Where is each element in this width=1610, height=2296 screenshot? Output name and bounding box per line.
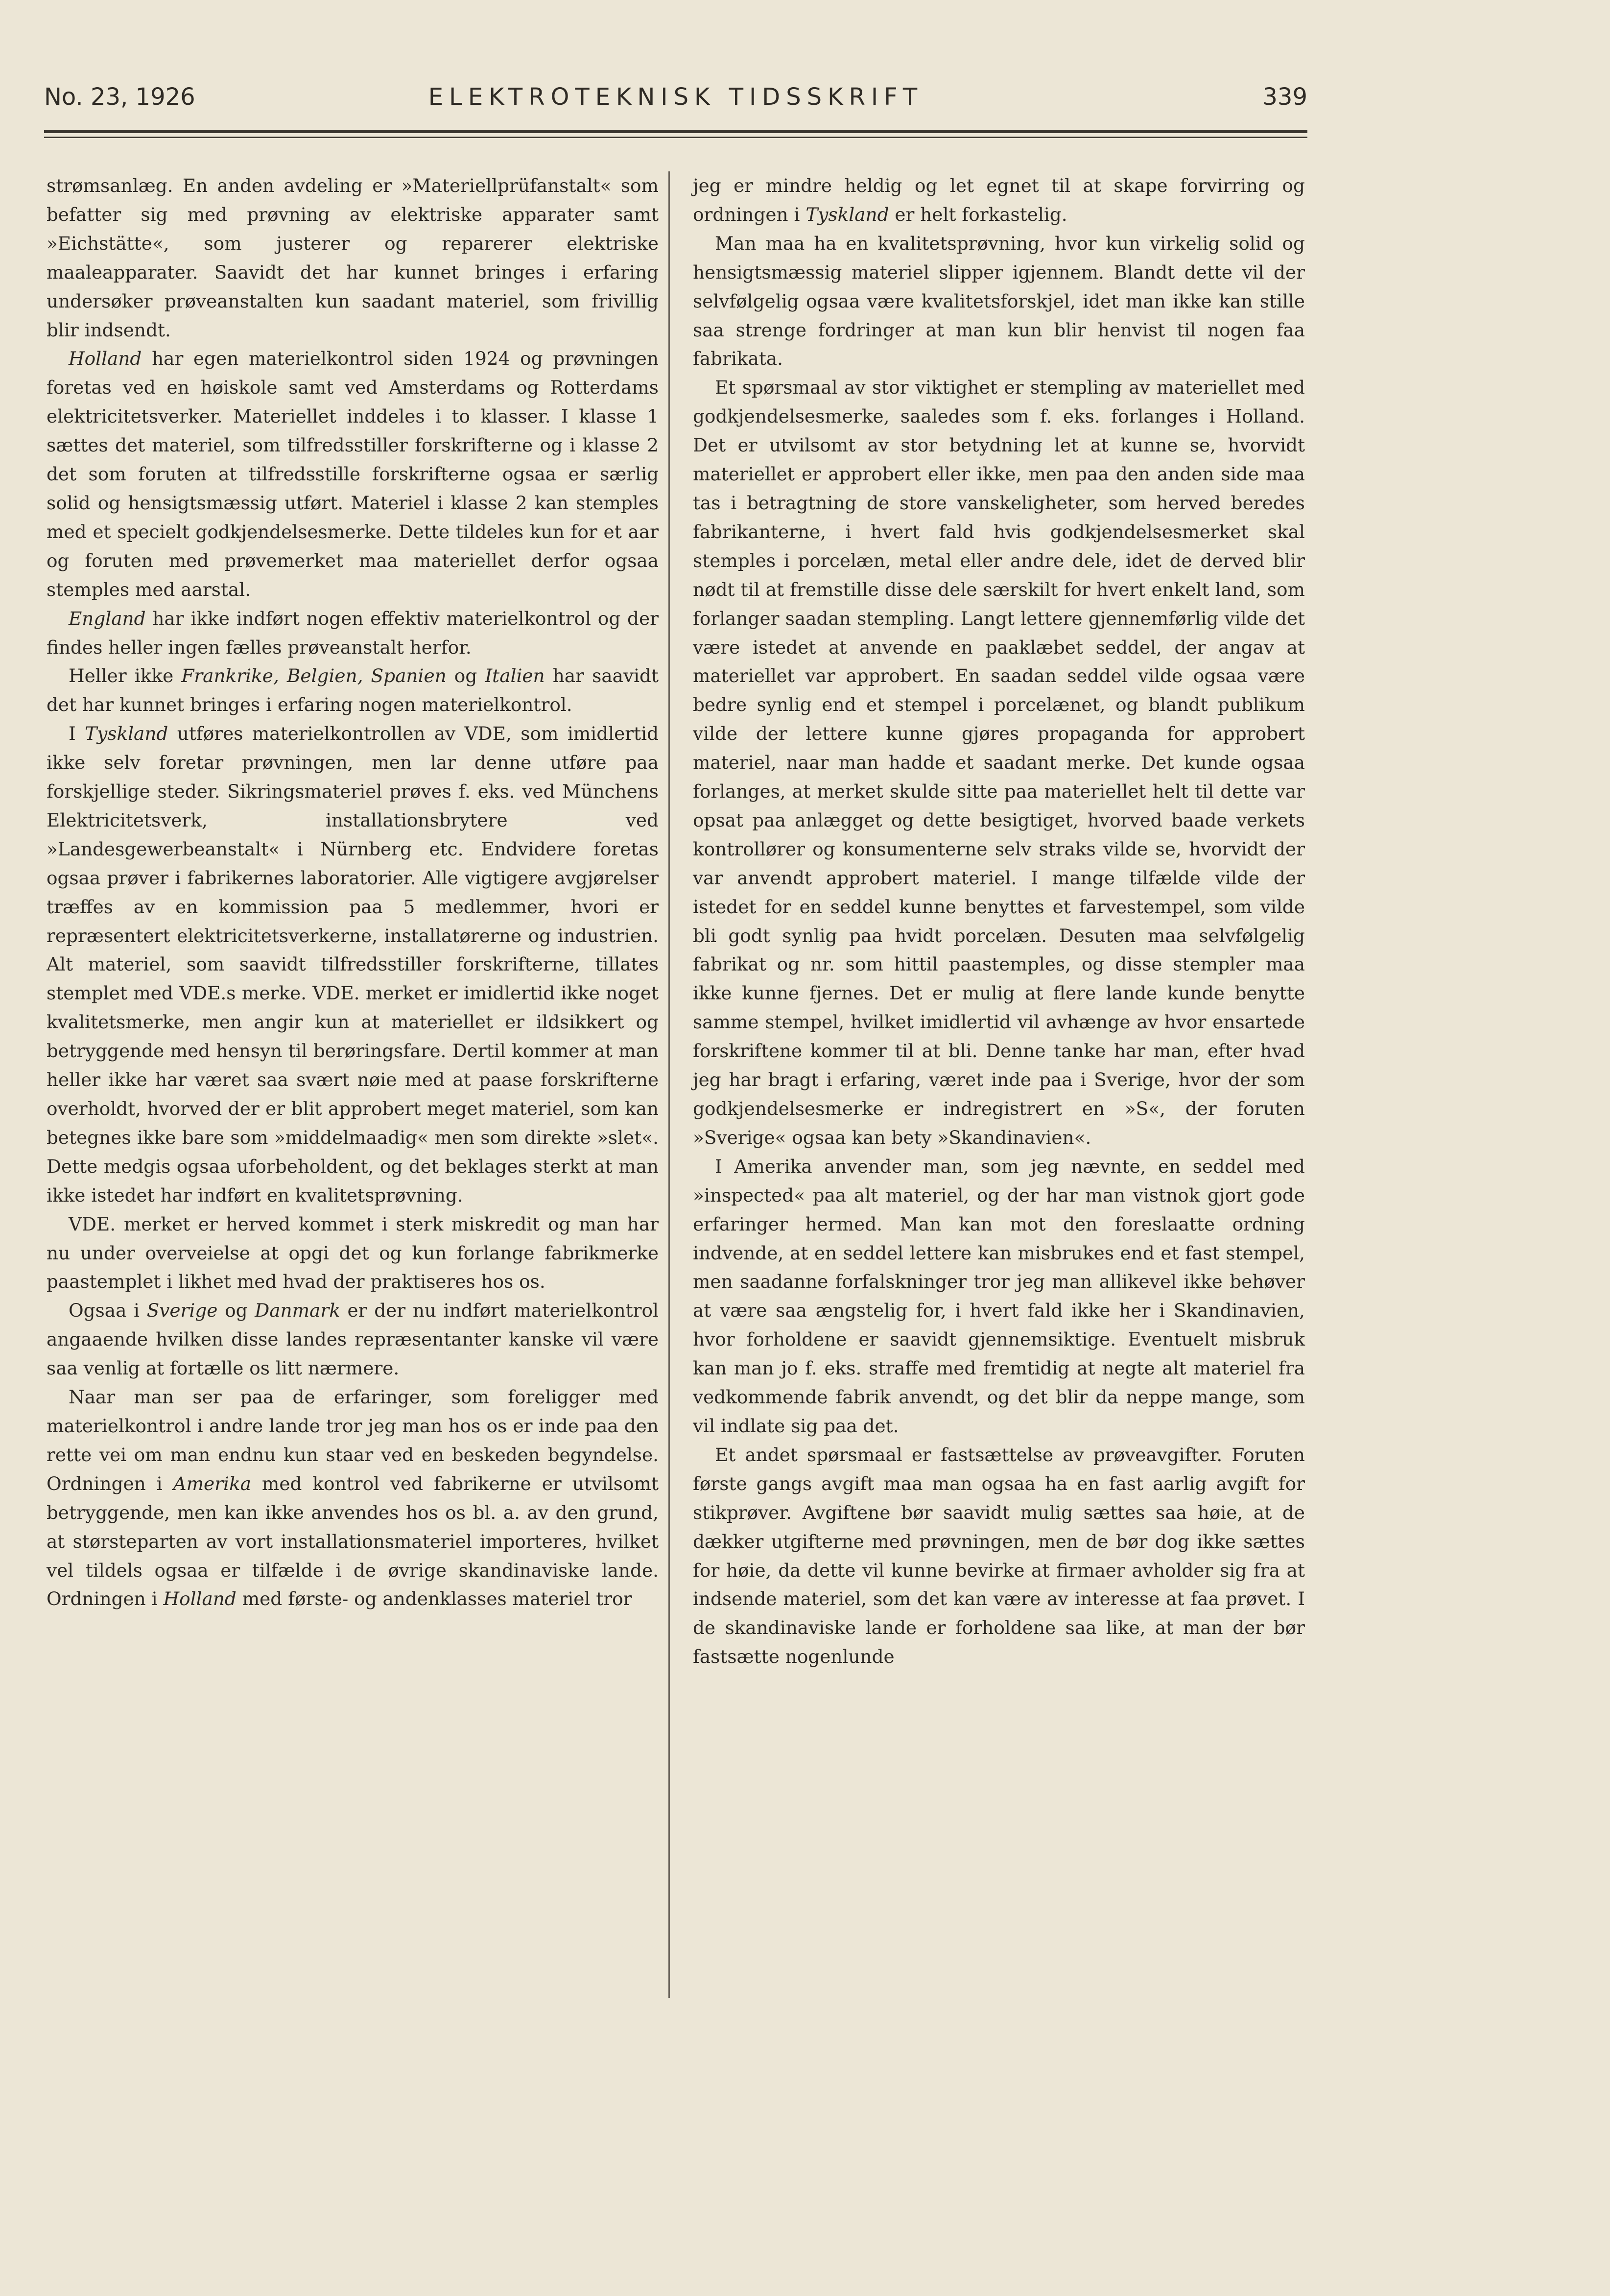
left-column: [47, 171, 659, 1613]
paragraph: Et spørsmaal av stor viktighet er stempling av materiellet med godkjendelsesmerke, saaledes som f. eks. forlanges i Holland. Det er utvilsomt av stor betydning let at kunne se, hvorvidt materiellet er approbert eller ikke, men paa den anden side maa tas i betragtning de store vanskeligheter, som herved beredes fabrikanterne, i hvert fald hvis godkjendelsesmerket skal stemples i porcelæn, metal eller andre dele, idet de derved blir nødt til at fremstille disse dele særskilt for hvert enkelt land, som forlanger saadan stempling. Langt lettere gjennemførlig vilde det være istedet at anvende en paaklæbet seddel, der angav at materiellet var approbert. En saadan seddel vilde ogsaa være bedre synlig end et stempel i porcelænet, og blandt publikum vilde der lettere kunne gjøres propaganda for approbert materiel, naar man hadde et saadant merke. Det kunde ogsaa forlanges, at merket skulde sitte paa materiellet helt til dette var opsat paa anlægget og dette besigtiget, hvorved baade verkets kontrollører og konsumenterne selv straks vilde se, hvorvidt der var anvendt approbert materiel. I mange tilfælde vilde der istedet for en seddel kunne benyttes et farvestempel, som vilde bli godt synlig paa hvidt porcelæn. Desuten maa selvfølgelig fabrikat og nr. som hittil paastemples, og disse stempler maa ikke kunne fjernes. Det er mulig at flere lande kunde benytte samme stempel, hvilket imidlertid vil avhænge av hvor ensartede forskriftene kommer til at bli. Denne tanke har man, efter hvad jeg har bragt i erfaring, været inde paa i Sverige, hvor der som godkjendelsesmerke er indregistrert en »S«, der foruten »Sverige« ogsaa kan bety »Skandinavien«.: [693, 377, 1305, 1148]
paragraph: I Tyskland utføres materielkontrollen av VDE, som imidlertid ikke selv foretar prøvningen, men lar denne utføre paa forskjellige steder. Sikringsmateriel prøves f. eks. ved Münchens Elektricitetsverk, installationsbrytere ved »Landesgewerbeanstalt« i Nürnberg etc. Endvidere foretas ogsaa prøver i fabrikernes laboratorier. Alle vigtigere avgjørelser træffes av en kommission paa 5 medlemmer, hvori er repræsentert elektricitetsverkerne, installatørerne og industrien. Alt materiel, som saavidt tilfredsstiller forskrifterne, tillates stemplet med VDE.s merke. VDE. merket er imidlertid ikke noget kvalitetsmerke, men angir kun at materiellet er ildsikkert og betryggende med hensyn til berøringsfare. Dertil kommer at man heller ikke har været saa svært nøie med at paase forskrifterne overholdt, hvorved der er blit approbert meget materiel, som kan betegnes ikke bare som »middelmaadig« men som direkte »slet«. Dette medgis ogsaa uforbeholdent, og det beklages sterkt at man ikke istedet har indført en kvalitetsprøvning.: [47, 723, 659, 1206]
paragraph: England har ikke indført nogen effektiv materielkontrol og der findes heller ingen fælles prøveanstalt herfor.: [47, 607, 659, 658]
paragraph: Naar man ser paa de erfaringer, som foreligger med materielkontrol i andre lande tror jeg man hos os er inde paa den rette vei om man endnu kun staar ved en beskeden begyndelse. Ordningen i Amerika med kontrol ved fabrikerne er utvilsomt betryggende, men kan ikke anvendes hos os bl. a. av den grund, at størsteparten av vort installationsmateriel importeres, hvilket vel tildels ogsaa er tilfælde i de øvrige skandinaviske lande. Ordningen i Holland med første- og andenklasses materiel tror: [47, 1386, 659, 1610]
right-column: [693, 171, 1305, 1671]
paragraph: VDE. merket er herved kommet i sterk miskredit og man har nu under overveielse at opgi det og kun forlange fabrikmerke paastemplet i likhet med hvad der praktiseres hos os.: [47, 1213, 659, 1293]
issue-label: No. 23, 1926: [44, 83, 195, 111]
paragraph: I Amerika anvender man, som jeg nævnte, en seddel med »inspected« paa alt materiel, og der har man vistnok gjort gode erfaringer hermed. Man kan mot den foreslaatte ordning indvende, at en seddel lettere kan misbrukes end et fast stempel, men saadanne forfalskninger tror jeg man allikevel ikke behøver at være saa ængstelig for, i hvert fald ikke her i Skandinavien, hvor forholdene er saavidt gjennemsiktige. Eventuelt misbruk kan man jo f. eks. straffe med fremtidig at negte alt materiel fra vedkommende fabrik anvendt, og det blir da neppe mange, som vil indlate sig paa det.: [693, 1155, 1305, 1437]
paragraph: Holland har egen materielkontrol siden 1924 og prøvningen foretas ved en høiskole samt ved Amsterdams og Rotterdams elektricitetsverker. Materiellet inddeles i to klasser. I klasse 1 sættes det materiel, som tilfredsstiller forskrifterne og i klasse 2 det som foruten at tilfredsstille forskrifterne ogsaa er særlig solid og hensigtsmæssig utført. Materiel i klasse 2 kan stemples med et specielt godkjendelsesmerke. Dette tildeles kun for et aar og foruten med prøvemerket maa materiellet derfor ogsaa stemples med aarstal.: [47, 348, 659, 600]
paragraph: Et andet spørsmaal er fastsættelse av prøveavgifter. Foruten første gangs avgift maa man ogsaa ha en fast aarlig avgift for stikprøver. Avgiftene bør saavidt mulig sættes saa høie, at de dækker utgifterne med prøvningen, men de bør dog ikke sættes for høie, da dette vil kunne bevirke at firmaer avholder sig fra at indsende materiel, som det kan være av interesse at faa prøvet. I de skandinaviske lande er forholdene saa like, at man der bør fastsætte nogenlunde: [693, 1444, 1305, 1668]
header-rule: [44, 130, 1307, 133]
paragraph: jeg er mindre heldig og let egnet til at skape forvirring og ordningen i Tyskland er helt forkastelig.: [693, 175, 1305, 225]
page-header: [44, 83, 1307, 118]
page-number: 339: [1262, 83, 1307, 111]
journal-title: ELEKTROTEKNISK TIDSSKRIFT: [428, 83, 923, 111]
column-divider: [668, 171, 670, 1998]
paragraph: strømsanlæg. En anden avdeling er »Materiellprüfanstalt« som befatter sig med prøvning av elektriske apparater samt »Eichstätte«, som justerer og reparerer elektriske maaleapparater. Saavidt det har kunnet bringes i erfaring undersøker prøveanstalten kun saadant materiel, som frivillig blir indsendt.: [47, 175, 659, 341]
paragraph: Heller ikke Frankrike, Belgien, Spanien og Italien har saavidt det har kunnet bringes i erfaring nogen materielkontrol.: [47, 665, 659, 716]
paragraph: Ogsaa i Sverige og Danmark er der nu indført materielkontrol angaaende hvilken disse landes repræsentanter kanske vil være saa venlig at fortælle os litt nærmere.: [47, 1300, 659, 1379]
header-rule-thin: [44, 137, 1307, 138]
paragraph: Man maa ha en kvalitetsprøvning, hvor kun virkelig solid og hensigtsmæssig materiel slipper igjennem. Blandt dette vil der selvfølgelig ogsaa være kvalitetsforskjel, idet man ikke kan stille saa strenge fordringer at man kun blir henvist til nogen faa fabrikata.: [693, 232, 1305, 370]
